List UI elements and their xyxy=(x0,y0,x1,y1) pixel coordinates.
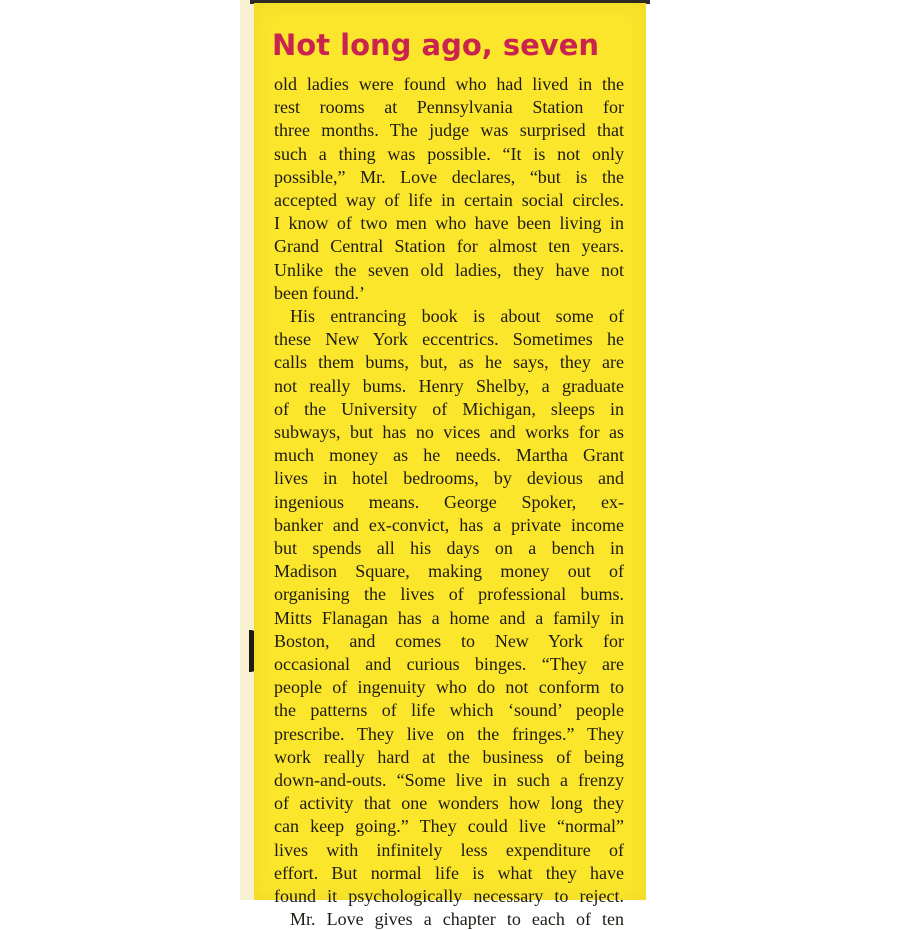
body-text-line: Boston, and comes to New York for xyxy=(274,630,624,651)
body-text-line: accepted way of life in certain social circles. xyxy=(274,190,624,210)
body-text-line: occasional and curious binges. “They are xyxy=(274,654,624,674)
body-text-line: three months. The judge was surprised that xyxy=(274,120,624,141)
body-text-line: Mr. Love gives a chapter to each of ten xyxy=(290,909,624,930)
body-text-line: found it psychologically necessary to reject. xyxy=(274,886,624,906)
body-text-line: ingenious means. George Spoker, ex- xyxy=(274,491,624,512)
flap-body-text xyxy=(254,73,646,930)
body-text-line: prescribe. They live on the fringes.” They xyxy=(274,723,624,744)
body-text-line: lives with infinitely less expenditure of xyxy=(274,839,624,860)
body-text-line: Madison Square, making money out of xyxy=(274,561,624,582)
book-jacket-flap xyxy=(254,3,646,930)
body-text-line: but spends all his days on a bench in xyxy=(274,538,624,558)
body-text-line: can keep going.” They could live “normal” xyxy=(274,816,624,837)
body-text-line: banker and ex-convict, has a private income xyxy=(274,514,624,535)
body-text-line: His entrancing book is about some of xyxy=(290,306,624,326)
body-text-line: rest rooms at Pennsylvania Station for xyxy=(274,97,624,118)
body-text-line: calls them bums, but, as he says, they are xyxy=(274,352,624,373)
body-text-line: effort. But normal life is what they have xyxy=(274,862,624,883)
body-text-line: people of ingenuity who do not conform to xyxy=(274,677,624,698)
body-text-line: of the University of Michigan, sleeps in xyxy=(274,398,624,419)
body-text-line: possible,” Mr. Love declares, “but is the xyxy=(274,166,624,187)
body-text-line: of activity that one wonders how long they xyxy=(274,793,624,814)
body-text-line: I know of two men who have been living in xyxy=(274,213,624,234)
body-text-line: been found.ʼ xyxy=(274,282,365,303)
body-text-line: these New York eccentrics. Sometimes he xyxy=(274,329,624,350)
body-text-line: such a thing was possible. “It is not only xyxy=(274,143,624,164)
page-edge-left xyxy=(240,0,254,900)
body-text-line: the patterns of life which ‘sound’ people xyxy=(274,700,624,721)
body-text-line: Mitts Flanagan has a home and a family in xyxy=(274,607,624,628)
body-text-line: much money as he needs. Martha Grant xyxy=(274,445,624,466)
body-text-line: organising the lives of professional bums. xyxy=(274,584,624,605)
body-text-line: work really hard at the business of being xyxy=(274,746,624,767)
flap-heading: Not long ago, seven xyxy=(272,28,600,62)
body-text-line: not really bums. Henry Shelby, a graduate xyxy=(274,375,624,396)
body-text-line: Unlike the seven old ladies, they have not xyxy=(274,259,624,280)
body-text-line: down-and-outs. “Some live in such a frenzy xyxy=(274,770,624,790)
body-text-line: subways, but has no vices and works for as xyxy=(274,422,624,442)
body-text-line: lives in hotel bedrooms, by devious and xyxy=(274,468,624,489)
body-text-line: old ladies were found who had lived in the xyxy=(274,74,624,94)
body-text-line: Grand Central Station for almost ten years. xyxy=(274,236,624,257)
